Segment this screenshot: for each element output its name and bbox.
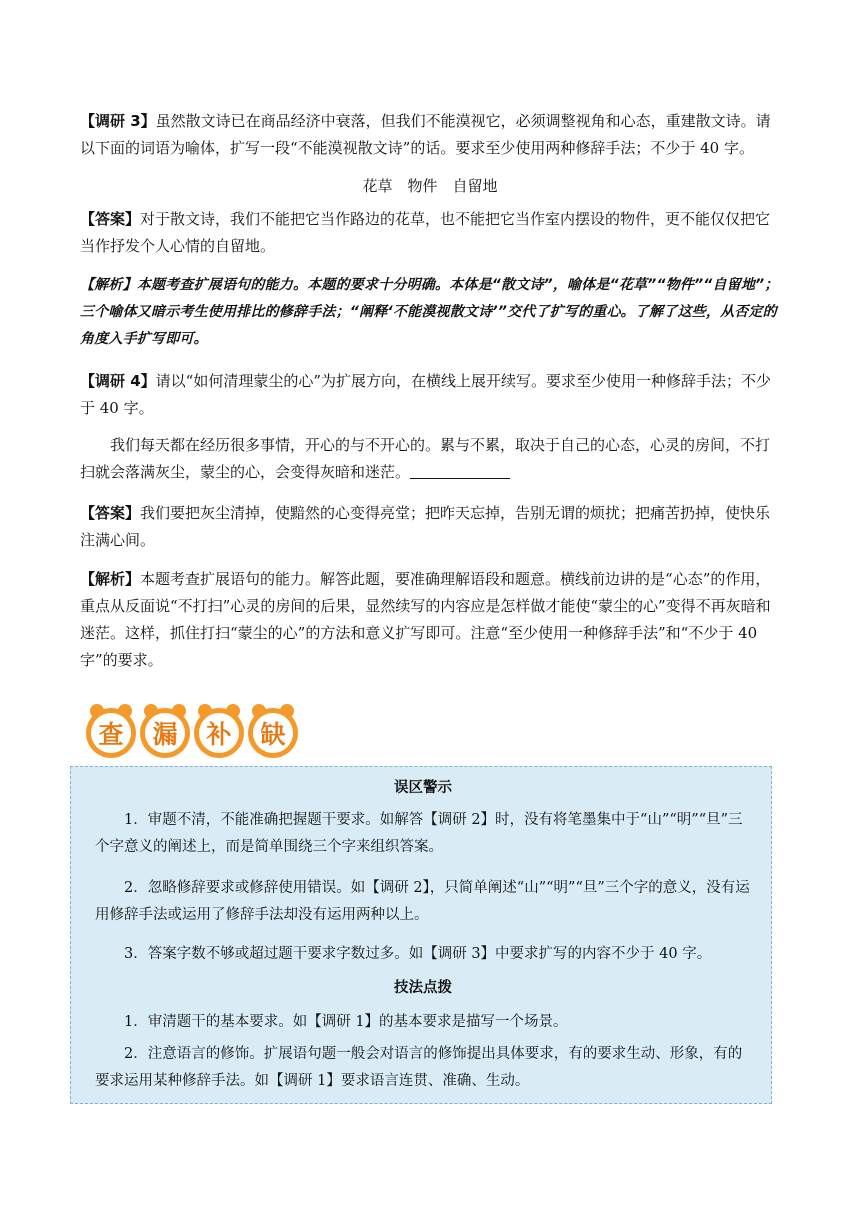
tips-item: 1．审清题干的基本要求。如【调研 1】的基本要求是描写一个场景。	[124, 1014, 568, 1030]
question-4-analysis	[80, 566, 780, 674]
badge-bear-icon	[140, 708, 190, 758]
badge-char: 漏	[145, 713, 185, 753]
fill-in-blank-line	[410, 464, 510, 479]
question-4-tag: 【调研 4】	[80, 372, 156, 390]
tips-heading-skills: 技法点拨	[394, 980, 452, 996]
analysis-text: 本题考查扩展语句的能力。本题的要求十分明确。本体是“散文诗”，喻体是“花草”“物件”“自留地”；三个喻体又暗示考生使用排比的修辞手法；“阐释‘不能漠视散文诗’”交代了扩写的重心。了解了这些，从否定的角度入手扩写即可。	[80, 277, 779, 347]
badge-char: 补	[199, 713, 239, 753]
answer-tag: 【答案】	[80, 210, 141, 228]
tips-item: 1．审题不清，不能准确把握题干要求。如解答【调研 2】时，没有将笔墨集中于“山”“明”“旦”三个字意义的阐述上，而是简单围绕三个字来组织答案。	[95, 812, 743, 855]
answer-text: 我们要把灰尘清掉，使黯然的心变得亮堂；把昨天忘掉，告别无谓的烦扰；把痛苦扔掉，使快乐注满心间。	[80, 504, 771, 549]
badge-bear-icon	[248, 708, 298, 758]
question-3-tag: 【调研 3】	[80, 112, 156, 130]
answer-tag: 【答案】	[80, 504, 141, 522]
badge-char: 缺	[253, 713, 293, 753]
question-3-text: 虽然散文诗已在商品经济中衰落，但我们不能漠视它，必须调整视角和心态，重建散文诗。请以下面的词语为喻体，扩写一段“不能漠视散文诗”的话。要求至少使用两种修辞手法；不少于 40 字。	[80, 112, 771, 157]
tips-item: 2．注意语言的修饰。扩展语句题一般会对语言的修饰提出具体要求，有的要求生动、形象，有的要求运用某种修辞手法。如【调研 1】要求语言连贯、准确、生动。	[95, 1046, 743, 1089]
passage-text: 我们每天都在经历很多事情，开心的与不开心的。累与不累，取决于自己的心态，心灵的房间，不打扫就会落满灰尘，蒙尘的心，会变得灰暗和迷茫。	[80, 436, 771, 481]
section-badge-chalou-buque	[86, 708, 298, 762]
analysis-text: 本题考查扩展语句的能力。解答此题，要准确理解语段和题意。横线前边讲的是“心态”的作用，重点从反面说“不打扫”心灵的房间的后果，显然续写的内容应是怎样做才能使“蒙尘的心”变得不再灰暗和迷茫。这样，抓住打扫“蒙尘的心”的方法和意义扩写即可。注意“至少使用一种修辞手法”和“不少于 40 字”的要求。	[80, 570, 771, 669]
analysis-tag: 【解析】	[80, 570, 141, 588]
question-3-answer	[80, 206, 780, 260]
tips-box	[70, 766, 772, 1104]
tips-item: 3．答案字数不够或超过题干要求字数过多。如【调研 3】中要求扩写的内容不少于 40 字。	[124, 946, 712, 962]
question-4-answer	[80, 500, 780, 554]
tips-heading-mistakes: 误区警示	[394, 780, 452, 796]
badge-char: 查	[91, 713, 131, 753]
badge-bear-icon	[194, 708, 244, 758]
question-3-words: 花草 物件 自留地	[362, 177, 498, 195]
badge-bear-icon	[86, 708, 136, 758]
question-3-analysis	[80, 272, 780, 353]
answer-text: 对于散文诗，我们不能把它当作路边的花草，也不能把它当作室内摆设的物件，更不能仅仅把它当作抒发个人心情的自留地。	[80, 210, 771, 255]
question-4-passage	[80, 432, 780, 486]
tips-item: 2．忽略修辞要求或修辞使用错误。如【调研 2】，只简单阐述“山”“明”“旦”三个字的意义，没有运用修辞手法或运用了修辞手法却没有运用两种以上。	[95, 880, 750, 923]
question-4-text: 请以“如何清理蒙尘的心”为扩展方向，在横线上展开续写。要求至少使用一种修辞手法；不少于 40 字。	[80, 372, 772, 417]
analysis-tag: 【解析】	[80, 277, 137, 293]
question-4	[80, 368, 780, 422]
question-3	[80, 108, 780, 162]
